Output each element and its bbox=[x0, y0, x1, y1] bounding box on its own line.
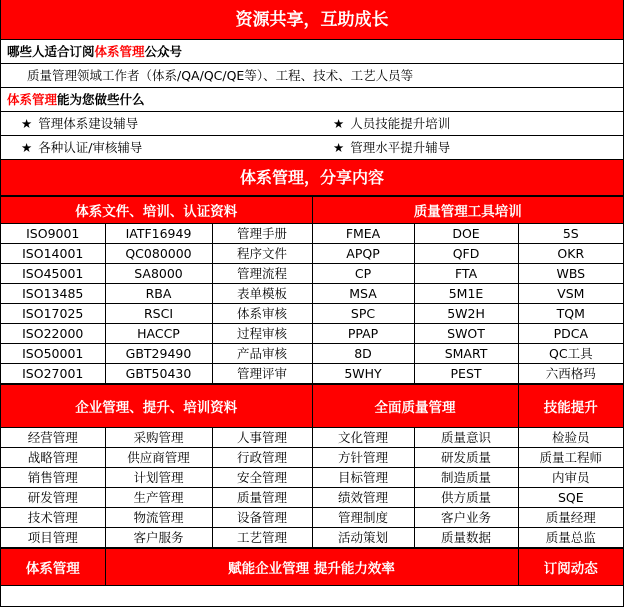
table-cell: 方针管理 bbox=[312, 448, 414, 468]
table-row bbox=[1, 428, 623, 448]
star-icon: ★ bbox=[21, 140, 33, 155]
table-cell: 生产管理 bbox=[105, 488, 212, 508]
star-icon: ★ bbox=[333, 140, 345, 155]
star-icon: ★ bbox=[333, 116, 345, 131]
table-cell: SPC bbox=[312, 304, 414, 324]
table-row bbox=[1, 324, 623, 344]
management-table-body bbox=[1, 428, 623, 548]
audience-question bbox=[1, 40, 623, 64]
docs-header: 体系文件、培训、认证资料 bbox=[1, 197, 312, 224]
table-row bbox=[1, 488, 623, 508]
table-cell: 过程审核 bbox=[212, 324, 312, 344]
table-row bbox=[1, 508, 623, 528]
table-cell: 质量意识 bbox=[414, 428, 518, 448]
table-cell: 质量总监 bbox=[518, 528, 623, 548]
table-cell: WBS bbox=[518, 264, 623, 284]
services-heading bbox=[1, 88, 623, 112]
table-cell: 工艺管理 bbox=[212, 528, 312, 548]
table-cell: 行政管理 bbox=[212, 448, 312, 468]
table-row bbox=[1, 468, 623, 488]
table-cell: 绩效管理 bbox=[312, 488, 414, 508]
service-item: ★ 人员技能提升培训 bbox=[333, 116, 451, 131]
table-row bbox=[1, 528, 623, 548]
table-cell: 5S bbox=[518, 224, 623, 244]
services-heading-suffix: 能为您做些什么 bbox=[57, 92, 145, 107]
table-row bbox=[1, 224, 623, 244]
table-cell: 质量工程师 bbox=[518, 448, 623, 468]
page-title: 资源共享，互助成长 bbox=[1, 0, 623, 40]
audience-question-suffix: 公众号 bbox=[144, 44, 183, 59]
table-cell: ISO50001 bbox=[1, 344, 105, 364]
table-cell: IATF16949 bbox=[105, 224, 212, 244]
table-cell: QFD bbox=[414, 244, 518, 264]
table-cell: QC080000 bbox=[105, 244, 212, 264]
table-cell: 设备管理 bbox=[212, 508, 312, 528]
table-cell: 销售管理 bbox=[1, 468, 105, 488]
table-cell: DOE bbox=[414, 224, 518, 244]
table-cell: 5WHY bbox=[312, 364, 414, 384]
table-cell: APQP bbox=[312, 244, 414, 264]
table-cell: 人事管理 bbox=[212, 428, 312, 448]
table-cell: 技术管理 bbox=[1, 508, 105, 528]
audience-question-prefix: 哪些人适合订阅 bbox=[7, 44, 95, 59]
table-cell: 文化管理 bbox=[312, 428, 414, 448]
table-cell: 8D bbox=[312, 344, 414, 364]
footer-subscribe: 订阅动态 bbox=[518, 549, 623, 586]
table-cell: 目标管理 bbox=[312, 468, 414, 488]
table-cell: ISO13485 bbox=[1, 284, 105, 304]
star-icon: ★ bbox=[21, 116, 33, 131]
table-cell: 项目管理 bbox=[1, 528, 105, 548]
table-cell: HACCP bbox=[105, 324, 212, 344]
table-cell: SWOT bbox=[414, 324, 518, 344]
services-row bbox=[1, 112, 623, 136]
skills-header: 技能提升 bbox=[518, 385, 623, 428]
services-row bbox=[1, 136, 623, 160]
table-cell: 物流管理 bbox=[105, 508, 212, 528]
table-cell: 程序文件 bbox=[212, 244, 312, 264]
table-cell: SMART bbox=[414, 344, 518, 364]
tools-header: 质量管理工具培训 bbox=[312, 197, 623, 224]
table-cell: 六西格玛 bbox=[518, 364, 623, 384]
table-cell: 质量经理 bbox=[518, 508, 623, 528]
table-cell: 产品审核 bbox=[212, 344, 312, 364]
table-cell: SA8000 bbox=[105, 264, 212, 284]
table-cell: ISO27001 bbox=[1, 364, 105, 384]
tqm-header: 全面质量管理 bbox=[312, 385, 518, 428]
table-cell: 客户业务 bbox=[414, 508, 518, 528]
table-cell: TQM bbox=[518, 304, 623, 324]
table-cell: 活动策划 bbox=[312, 528, 414, 548]
table-cell: 安全管理 bbox=[212, 468, 312, 488]
table-cell: 管理评审 bbox=[212, 364, 312, 384]
table-row bbox=[1, 364, 623, 384]
table-cell: QC工具 bbox=[518, 344, 623, 364]
brand-highlight: 体系管理 bbox=[7, 92, 58, 107]
table-cell: 检验员 bbox=[518, 428, 623, 448]
enterprise-header: 企业管理、提升、培训资料 bbox=[1, 385, 312, 428]
system-docs-table bbox=[1, 196, 623, 384]
table-cell: MSA bbox=[312, 284, 414, 304]
service-item: ★ 管理体系建设辅导 bbox=[21, 116, 139, 131]
table-cell: 管理制度 bbox=[312, 508, 414, 528]
table-cell: ISO9001 bbox=[1, 224, 105, 244]
table-cell: ISO17025 bbox=[1, 304, 105, 324]
table-cell: OKR bbox=[518, 244, 623, 264]
table-row bbox=[1, 448, 623, 468]
table-cell: 表单模板 bbox=[212, 284, 312, 304]
table-cell: 体系审核 bbox=[212, 304, 312, 324]
table-cell: FTA bbox=[414, 264, 518, 284]
table-cell: 采购管理 bbox=[105, 428, 212, 448]
table-header-row bbox=[1, 197, 623, 224]
table-cell: PPAP bbox=[312, 324, 414, 344]
audience-answer: 质量管理领域工作者（体系/QA/QC/QE等）、工程、技术、工艺人员等 bbox=[1, 64, 623, 88]
table-cell: 内审员 bbox=[518, 468, 623, 488]
footer-slogan: 赋能企业管理 提升能力效率 bbox=[105, 549, 518, 586]
management-table bbox=[1, 384, 623, 548]
table-cell: ISO14001 bbox=[1, 244, 105, 264]
table-cell: GBT29490 bbox=[105, 344, 212, 364]
table-cell: ISO45001 bbox=[1, 264, 105, 284]
table-cell: ISO22000 bbox=[1, 324, 105, 344]
table-row bbox=[1, 284, 623, 304]
table-row bbox=[1, 264, 623, 284]
table-cell: 5M1E bbox=[414, 284, 518, 304]
share-title: 体系管理，分享内容 bbox=[1, 160, 623, 196]
table-cell: RBA bbox=[105, 284, 212, 304]
footer-brand: 体系管理 bbox=[1, 549, 105, 586]
table-cell: CP bbox=[312, 264, 414, 284]
table-cell: 客户服务 bbox=[105, 528, 212, 548]
docs-table-body bbox=[1, 224, 623, 384]
table-cell: GBT50430 bbox=[105, 364, 212, 384]
table-cell: VSM bbox=[518, 284, 623, 304]
table-cell: 供方质量 bbox=[414, 488, 518, 508]
table-cell: 研发质量 bbox=[414, 448, 518, 468]
table-cell: 研发管理 bbox=[1, 488, 105, 508]
table-cell: 管理流程 bbox=[212, 264, 312, 284]
table-cell: 管理手册 bbox=[212, 224, 312, 244]
table-cell: RSCI bbox=[105, 304, 212, 324]
table-cell: 供应商管理 bbox=[105, 448, 212, 468]
table-cell: SQE bbox=[518, 488, 623, 508]
table-cell: 计划管理 bbox=[105, 468, 212, 488]
table-row bbox=[1, 344, 623, 364]
table-cell: 质量数据 bbox=[414, 528, 518, 548]
service-item: ★ 各种认证/审核辅导 bbox=[21, 140, 143, 155]
table-cell: 5W2H bbox=[414, 304, 518, 324]
table-cell: 制造质量 bbox=[414, 468, 518, 488]
table-cell: 经营管理 bbox=[1, 428, 105, 448]
service-item: ★ 管理水平提升辅导 bbox=[333, 140, 451, 155]
brand-highlight: 体系管理 bbox=[94, 44, 145, 59]
table-row bbox=[1, 304, 623, 324]
table-cell: 质量管理 bbox=[212, 488, 312, 508]
footer-bar bbox=[1, 548, 623, 586]
table-cell: PDCA bbox=[518, 324, 623, 344]
table-cell: PEST bbox=[414, 364, 518, 384]
table-header-row bbox=[1, 385, 623, 428]
table-row bbox=[1, 244, 623, 264]
table-cell: 战略管理 bbox=[1, 448, 105, 468]
table-cell: FMEA bbox=[312, 224, 414, 244]
